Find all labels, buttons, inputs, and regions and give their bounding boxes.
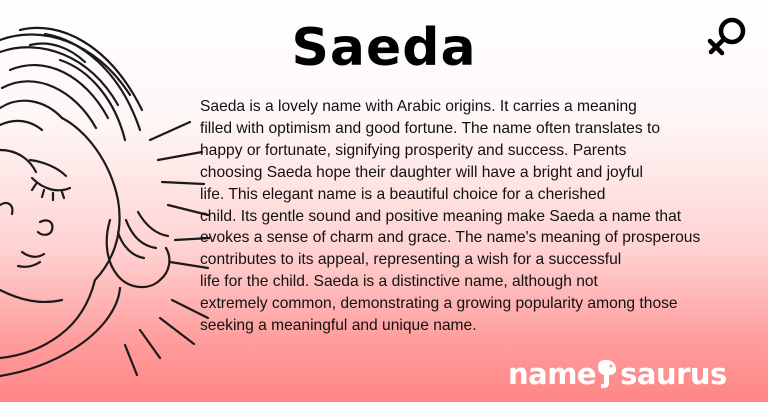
dinosaur-icon <box>597 359 619 389</box>
description-line: seeking a meaningful and unique name. <box>200 317 477 335</box>
brand-word-left: name <box>508 357 597 391</box>
description-line: happy or fortunate, signifying prosperity and success. Parents <box>200 141 627 159</box>
description-line: child. Its gentle sound and positive meaning make Saeda a name that <box>200 207 682 225</box>
description-line: contributes to its appeal, representing a wish for a successful <box>200 251 622 269</box>
name-title: Saeda <box>291 18 477 78</box>
description-line: extremely common, demonstrating a growing popularity among those <box>200 295 678 313</box>
namesaurus-logo <box>508 354 730 394</box>
brand-word-right: saurus <box>620 357 727 391</box>
description-line: choosing Saeda hope their daughter will have a bright and joyful <box>200 163 643 181</box>
female-symbol-icon <box>704 14 750 60</box>
description-line: Saeda is a lovely name with Arabic origins. It carries a meaning <box>200 98 637 115</box>
description-line: life for the child. Saeda is a distinctive name, although not <box>200 273 598 291</box>
name-description <box>200 96 720 337</box>
description-line: filled with optimism and good fortune. The name often translates to <box>200 119 660 137</box>
description-line: life. This elegant name is a beautiful choice for a cherished <box>200 185 606 203</box>
description-line: evokes a sense of charm and grace. The name's meaning of prosperous <box>200 229 701 247</box>
